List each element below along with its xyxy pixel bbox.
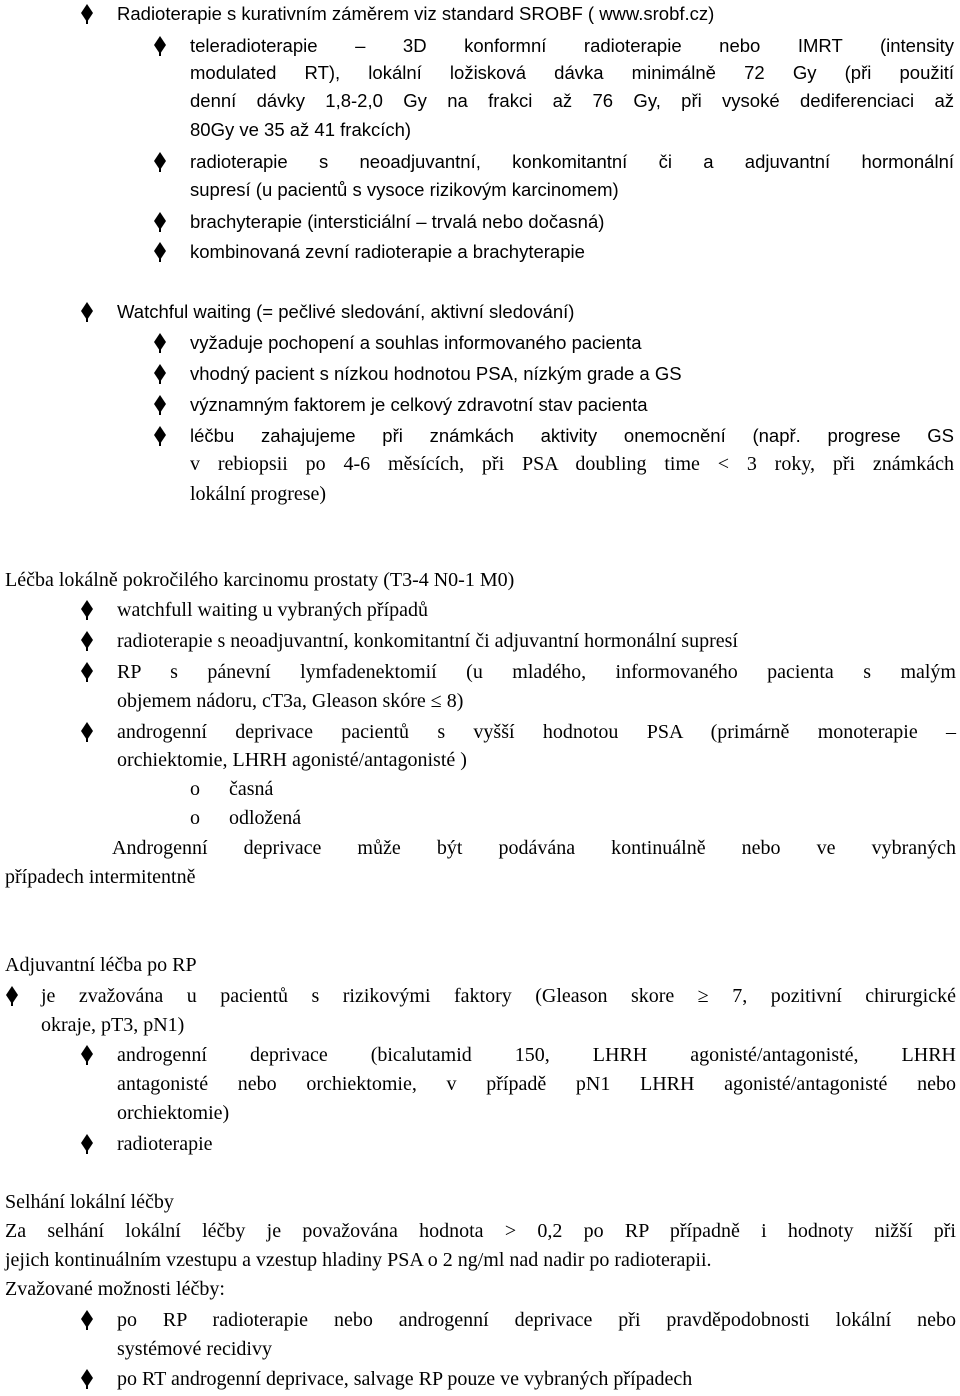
diamond-bullet-icon	[80, 600, 94, 620]
watchful-waiting-item: významným faktorem je celkový zdravotní stav pacienta	[190, 394, 648, 415]
combined-radiotherapy-item: kombinovaná zevní radioterapie a brachyterapie	[190, 241, 585, 262]
diamond-bullet-icon	[153, 36, 167, 56]
androgen-note-text-line: případech intermitentně	[5, 866, 196, 888]
diamond-bullet-icon	[153, 333, 167, 353]
diamond-bullet-icon	[153, 395, 167, 415]
locally-advanced-item: watchfull waiting u vybraných případů	[117, 599, 429, 621]
watchful-waiting-text-line: lokální progrese)	[190, 483, 327, 505]
diamond-bullet-icon	[153, 242, 167, 262]
adjuvant-text-line: orchiektomie)	[117, 1102, 230, 1124]
teleradiotherapy-text-line: denní dávky 1,8-2,0 Gy na frakci až 76 Gy, při vysoké dediferenciaci až	[190, 90, 954, 111]
androgen-note-text-line: Androgenní deprivace může být podávána kontinuálně nebo ve vybraných	[112, 837, 956, 859]
adjuvant-title: Adjuvantní léčba po RP	[5, 954, 197, 976]
diamond-bullet-icon	[153, 426, 167, 446]
locally-advanced-text-line: RP s pánevní lymfadenektomií (u mladého, informovaného pacienta s malým	[117, 661, 956, 683]
curative-radiotherapy-heading: Radioterapie s kurativním záměrem viz standard SROBF ( www.srobf.cz)	[117, 3, 715, 24]
diamond-bullet-icon	[80, 722, 94, 742]
diamond-bullet-icon	[80, 4, 94, 24]
failure-paragraph-line: Za selhání lokální léčby je považována hodnota > 0,2 po RP případně i hodnoty nižší při	[5, 1220, 956, 1242]
sub-list-marker: o	[190, 807, 200, 829]
locally-advanced-item: radioterapie s neoadjuvantní, konkomitantní či adjuvantní hormonální supresí	[117, 630, 738, 652]
locally-advanced-text-line: orchiektomie, LHRH agonisté/antagonisté )	[117, 749, 467, 771]
teleradiotherapy-text-line: teleradioterapie – 3D konformní radioterapie nebo IMRT (intensity	[190, 35, 954, 56]
diamond-bullet-icon	[80, 1310, 94, 1330]
adjuvant-text-line: okraje, pT3, pN1)	[41, 1014, 185, 1036]
diamond-bullet-icon	[80, 1369, 94, 1389]
sub-list-marker: o	[190, 778, 200, 800]
locally-advanced-title: Léčba lokálně pokročilého karcinomu prostaty (T3-4 N0-1 M0)	[5, 569, 515, 591]
neoadjuvant-radiotherapy-text-line: radioterapie s neoadjuvantní, konkomitantní či a adjuvantní hormonální	[190, 151, 954, 172]
diamond-bullet-icon	[153, 152, 167, 172]
failure-paragraph-line: jejich kontinuálním vzestupu a vzestup hladiny PSA o 2 ng/ml nad nadir po radioterapii.	[5, 1249, 712, 1271]
treatment-option-text-line: po RP radioterapie nebo androgenní deprivace při pravděpodobnosti lokální nebo	[117, 1309, 956, 1331]
sub-list-item: časná	[229, 778, 274, 800]
watchful-waiting-text-line: v rebiopsii po 4-6 měsících, při PSA doubling time < 3 roky, při známkách	[190, 453, 954, 475]
diamond-bullet-icon	[5, 986, 19, 1006]
failure-title: Selhání lokální léčby	[5, 1191, 174, 1213]
diamond-bullet-icon	[80, 1045, 94, 1065]
locally-advanced-text-line: objemem nádoru, cT3a, Gleason skóre ≤ 8)	[117, 690, 464, 712]
teleradiotherapy-text-line: 80Gy ve 35 až 41 frakcích)	[190, 119, 412, 140]
diamond-bullet-icon	[80, 662, 94, 682]
treatment-options-title: Zvažované možnosti léčby:	[5, 1278, 225, 1300]
sub-list-item: odložená	[229, 807, 302, 829]
diamond-bullet-icon	[153, 364, 167, 384]
adjuvant-item: radioterapie	[117, 1133, 213, 1155]
adjuvant-text-line: je zvažována u pacientů s rizikovými faktory (Gleason skore ≥ 7, pozitivní chirurgické	[41, 985, 956, 1007]
neoadjuvant-radiotherapy-text-line: supresí (u pacientů s vysoce rizikovým karcinomem)	[190, 179, 619, 200]
watchful-waiting-item: vhodný pacient s nízkou hodnotou PSA, nízkým grade a GS	[190, 363, 682, 384]
diamond-bullet-icon	[153, 212, 167, 232]
adjuvant-text-line: androgenní deprivace (bicalutamid 150, LHRH agonisté/antagonisté, LHRH	[117, 1044, 956, 1066]
watchful-waiting-item: vyžaduje pochopení a souhlas informovaného pacienta	[190, 332, 642, 353]
watchful-waiting-heading: Watchful waiting (= pečlivé sledování, aktivní sledování)	[117, 301, 575, 322]
brachytherapy-item: brachyterapie (intersticiální – trvalá nebo dočasná)	[190, 211, 605, 232]
diamond-bullet-icon	[80, 302, 94, 322]
locally-advanced-text-line: androgenní deprivace pacientů s vyšší hodnotou PSA (primárně monoterapie –	[117, 721, 956, 743]
watchful-waiting-text-line: léčbu zahajujeme při známkách aktivity onemocnění (např. progrese GS	[190, 425, 954, 446]
treatment-option-text-line: systémové recidivy	[117, 1338, 272, 1360]
diamond-bullet-icon	[80, 1134, 94, 1154]
teleradiotherapy-text-line: modulated RT), lokální ložisková dávka minimálně 72 Gy (při použití	[190, 62, 954, 83]
diamond-bullet-icon	[80, 631, 94, 651]
adjuvant-text-line: antagonisté nebo orchiektomie, v případě pN1 LHRH agonisté/antagonisté nebo	[117, 1073, 956, 1095]
treatment-option-item: po RT androgenní deprivace, salvage RP pouze ve vybraných případech	[117, 1368, 693, 1390]
